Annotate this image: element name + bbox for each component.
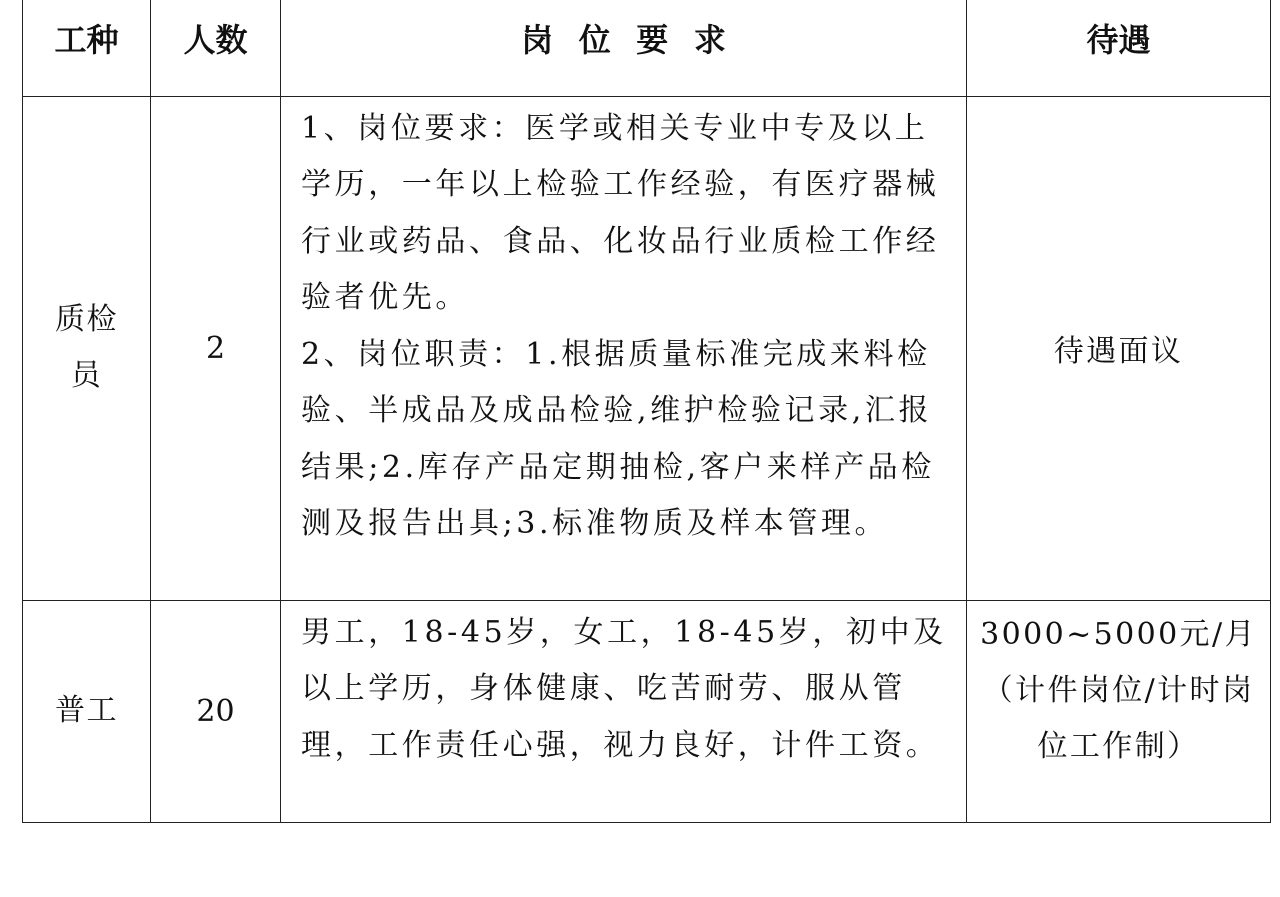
- requirements-cell: [281, 96, 967, 600]
- duties-text: 2、岗位职责：1.根据质量标准完成来料检验、半成品及成品检验,维护检验记录,汇报结果;2.库存产品定期抽检,客户来样产品检测及报告出具;3.标准物质及样本管理。: [301, 336, 935, 541]
- requirements-text: 1、岗位要求：医学或相关专业中专及以上学历，一年以上检验工作经验，有医疗器械行业或药品、食品、化妆品行业质检工作经验者优先。: [301, 110, 940, 315]
- header-headcount: 人数: [151, 0, 281, 96]
- salary-text: 待遇面议: [1053, 334, 1184, 369]
- header-requirements: 岗位要求: [281, 0, 967, 96]
- job-type-text: 普工: [55, 693, 118, 728]
- job-type-cell: [23, 600, 151, 822]
- table-row-inspector: [23, 96, 1271, 600]
- header-row: [23, 0, 1271, 96]
- header-salary: 待遇: [967, 0, 1271, 96]
- job-table: [22, 0, 1271, 823]
- salary-cell: [967, 600, 1271, 822]
- salary-cell: [967, 96, 1271, 600]
- job-type-cell: [23, 96, 151, 600]
- salary-note-text: （计件岗位/计时岗位工作制）: [982, 672, 1255, 764]
- requirements-text: 男工，18-45岁，女工，18-45岁，初中及以上学历，身体健康、吃苦耐劳、服从管理，工作责任心强，视力良好，计件工资。: [301, 614, 947, 763]
- requirements-cell: [281, 600, 967, 822]
- job-type-text: 质检员: [55, 302, 118, 393]
- header-job-type: 工种: [23, 0, 151, 96]
- headcount-cell: 2: [151, 96, 281, 600]
- salary-range-text: 3000~5000元/月: [980, 616, 1257, 652]
- table-row-worker: [23, 600, 1271, 822]
- headcount-cell: 20: [151, 600, 281, 822]
